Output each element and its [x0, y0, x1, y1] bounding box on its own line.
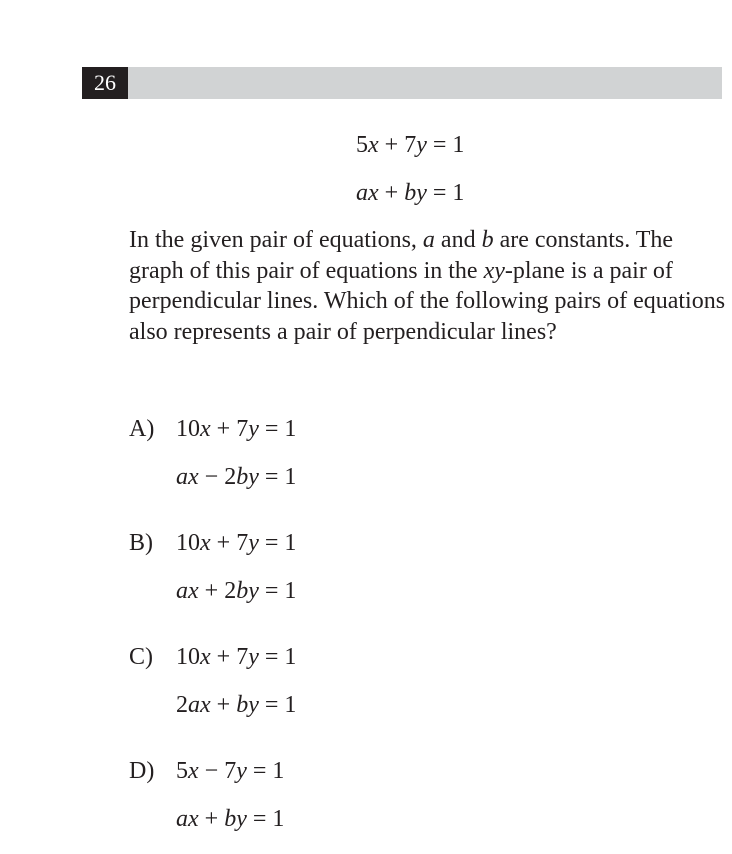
- given-equation-2: ax + by = 1: [356, 180, 465, 206]
- question-stem: In the given pair of equations, a and b are constants. The graph of this pair of equations in the xy-plane is a pair of perpendicular lines. Which of the following pairs of equations also represents a pair of perpendicular lines?: [129, 227, 726, 345]
- choice-c-equation-2[interactable]: 2ax + by = 1: [176, 692, 297, 718]
- choice-d-equation-1[interactable]: 5x − 7y = 1: [176, 758, 285, 784]
- choice-d-letter[interactable]: D): [129, 758, 155, 784]
- choice-a-equation-2[interactable]: ax − 2by = 1: [176, 464, 297, 490]
- choice-b-equation-1[interactable]: 10x + 7y = 1: [176, 530, 297, 556]
- choice-b-letter[interactable]: B): [129, 530, 153, 556]
- choice-c-letter[interactable]: C): [129, 644, 153, 670]
- choice-b-equation-2[interactable]: ax + 2by = 1: [176, 578, 297, 604]
- choice-c-equation-1[interactable]: 10x + 7y = 1: [176, 644, 297, 670]
- choice-a-equation-1[interactable]: 10x + 7y = 1: [176, 416, 297, 442]
- choice-a-letter[interactable]: A): [129, 416, 155, 442]
- question-header-bar: [82, 67, 722, 99]
- given-equation-1: 5x + 7y = 1: [356, 132, 465, 158]
- question-number: 26: [82, 67, 128, 99]
- choice-d-equation-2[interactable]: ax + by = 1: [176, 806, 285, 832]
